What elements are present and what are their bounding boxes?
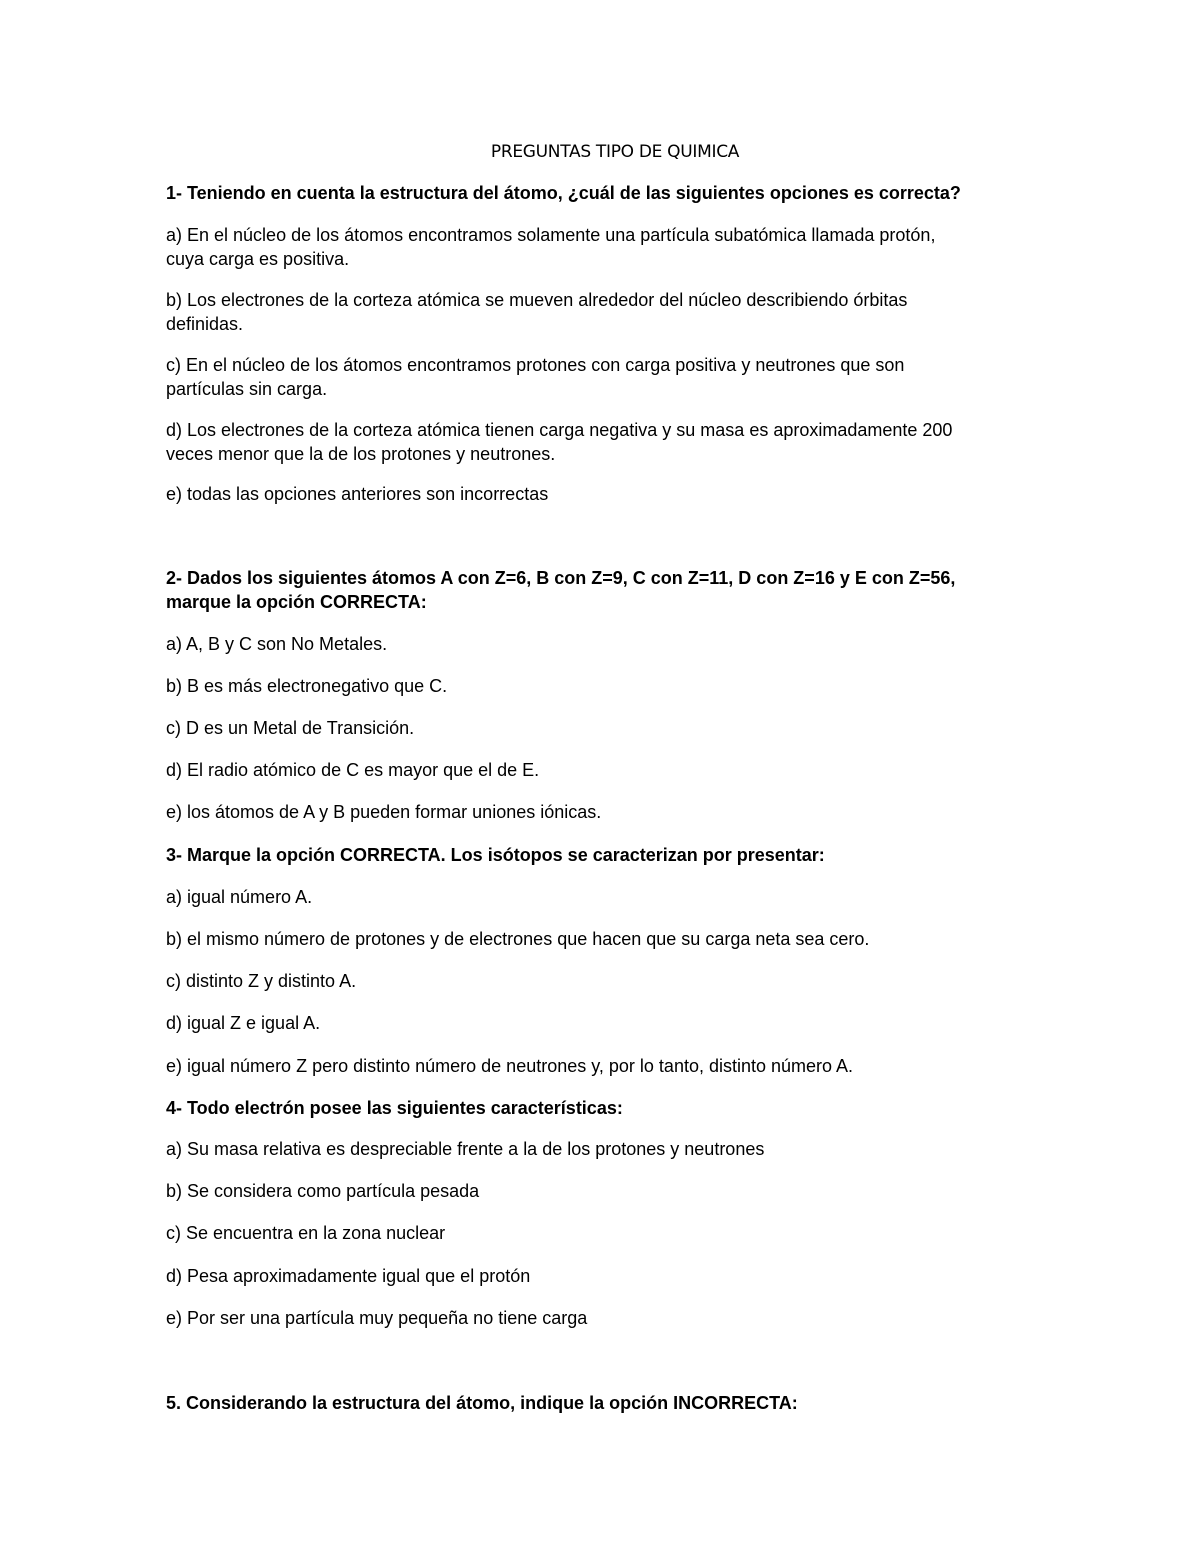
question-1-option-b: b) Los electrones de la corteza atómica se mueven alrededor del núcleo describiendo órbitas — [166, 290, 908, 310]
question-2-option-b: b) B es más electronegativo que C. — [166, 676, 448, 696]
question-2-option-e: e) los átomos de A y B pueden formar uniones iónicas. — [166, 802, 602, 822]
question-1-option-a: a) En el núcleo de los átomos encontramos solamente una partícula subatómica llamada protón, — [166, 225, 936, 245]
question-2-prompt-cont: marque la opción CORRECTA: — [166, 592, 427, 612]
question-3-option-c: c) distinto Z y distinto A. — [166, 971, 357, 991]
question-3-option-a: a) igual número A. — [166, 887, 313, 907]
document-title: PREGUNTAS TIPO DE QUIMICA — [490, 142, 740, 162]
question-2-prompt: 2- Dados los siguientes átomos A con Z=6, B con Z=9, C con Z=11, D con Z=16 y E con Z=56, — [166, 568, 956, 588]
question-1-option-d-cont: veces menor que la de los protones y neutrones. — [166, 444, 556, 464]
question-1-option-b-cont: definidas. — [166, 314, 244, 334]
question-3-prompt: 3- Marque la opción CORRECTA. Los isótopos se caracterizan por presentar: — [166, 845, 825, 865]
question-1-option-d: d) Los electrones de la corteza atómica tienen carga negativa y su masa es aproximadamente 200 — [166, 420, 953, 440]
question-3-option-e: e) igual número Z pero distinto número de neutrones y, por lo tanto, distinto número A. — [166, 1056, 854, 1076]
question-4-option-a: a) Su masa relativa es despreciable frente a la de los protones y neutrones — [166, 1139, 765, 1159]
question-1-option-a-cont: cuya carga es positiva. — [166, 249, 350, 269]
question-2-option-c: c) D es un Metal de Transición. — [166, 718, 415, 738]
question-1-prompt: 1- Teniendo en cuenta la estructura del átomo, ¿cuál de las siguientes opciones es correcta? — [166, 183, 961, 203]
question-2-option-d: d) El radio atómico de C es mayor que el de E. — [166, 760, 540, 780]
question-3-option-b: b) el mismo número de protones y de electrones que hacen que su carga neta sea cero. — [166, 929, 870, 949]
question-4-option-b: b) Se considera como partícula pesada — [166, 1181, 480, 1201]
question-3-option-d: d) igual Z e igual A. — [166, 1013, 321, 1033]
question-5-prompt: 5. Considerando la estructura del átomo, indique la opción INCORRECTA: — [166, 1393, 798, 1413]
question-1-option-c-cont: partículas sin carga. — [166, 379, 328, 399]
question-2-option-a: a) A, B y C son No Metales. — [166, 634, 388, 654]
question-1-option-c: c) En el núcleo de los átomos encontramos protones con carga positiva y neutrones que son — [166, 355, 905, 375]
question-4-option-c: c) Se encuentra en la zona nuclear — [166, 1223, 446, 1243]
question-4-prompt: 4- Todo electrón posee las siguientes características: — [166, 1098, 623, 1118]
question-1-option-e: e) todas las opciones anteriores son incorrectas — [166, 484, 549, 504]
question-4-option-d: d) Pesa aproximadamente igual que el protón — [166, 1266, 531, 1286]
question-4-option-e: e) Por ser una partícula muy pequeña no tiene carga — [166, 1308, 588, 1328]
